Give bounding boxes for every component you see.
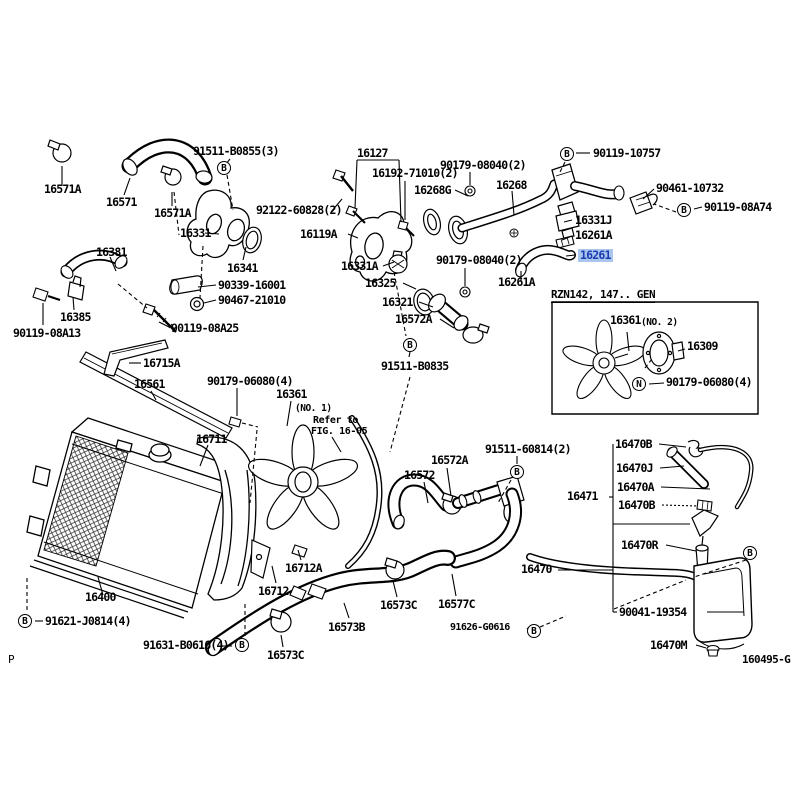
clamp-16571A-right xyxy=(161,166,181,185)
part-label-16571a-2: 16571A xyxy=(154,206,191,220)
part-label-90339-16001: 90339-16001 xyxy=(218,278,286,292)
part-label-16715a: 16715A xyxy=(143,356,180,370)
part-label-refer-to: Refer to xyxy=(313,415,358,426)
clamp-16470B-2 xyxy=(697,500,712,511)
plug-16470M xyxy=(707,646,719,657)
part-label-16573c-2: 16573C xyxy=(380,598,417,612)
part-label-16470: 16470 xyxy=(521,562,552,576)
part-label-90119-08a13: 90119-08A13 xyxy=(13,326,81,340)
callout-n-1: N xyxy=(632,377,646,391)
part-label-90041-19354: 90041-19354 xyxy=(619,605,687,619)
part-label-16381: 16381 xyxy=(96,245,127,259)
part-label-91511-b0835: 91511-B0835 xyxy=(381,359,449,373)
part-label-16470b-2: 16470B xyxy=(618,498,655,512)
part-label-16470b: 16470B xyxy=(615,437,652,451)
nut-90179-top xyxy=(465,186,475,196)
part-label-91631-b0616-4: 91631-B0616(4) xyxy=(143,638,229,652)
part-label-16325: 16325 xyxy=(365,276,396,290)
fan-16361-no1 xyxy=(245,425,360,535)
bracket-16712 xyxy=(251,540,270,578)
hose-top-right xyxy=(575,186,624,200)
part-label-16470a: 16470A xyxy=(617,480,654,494)
grommet-90467-21010 xyxy=(191,298,204,311)
part-label-16572: 16572 xyxy=(404,468,435,482)
part-label-90461-10732: 90461-10732 xyxy=(656,181,724,195)
sleeve-90339-16001 xyxy=(170,276,203,294)
bolt-90179-06080-left xyxy=(229,417,241,427)
part-label-16712a: 16712A xyxy=(285,561,322,575)
part-label-90179-06080-4-2: 90179-06080(4) xyxy=(207,374,293,388)
hose-16572 xyxy=(392,480,446,530)
part-label-91511-b0855-3: 91511-B0855(3) xyxy=(193,144,279,158)
part-label-90467-21010: 90467-21010 xyxy=(218,293,286,307)
part-label-91511-60814-2: 91511-60814(2) xyxy=(485,442,571,456)
callout-b-3: B xyxy=(677,203,691,217)
part-label-16400: 16400 xyxy=(85,590,116,604)
part-label-no-2: (NO. 2) xyxy=(641,317,678,328)
part-label-16341: 16341 xyxy=(227,261,258,275)
part-label-16471: 16471 xyxy=(567,489,598,503)
part-label-16561: 16561 xyxy=(134,377,165,391)
part-label-90119-10757: 90119-10757 xyxy=(593,146,661,160)
pipe-16470A xyxy=(700,447,751,507)
part-label-16119a: 16119A xyxy=(300,227,337,241)
part-label-16385: 16385 xyxy=(60,310,91,324)
part-label-16361: 16361 xyxy=(610,313,641,327)
callout-b-4: B xyxy=(403,338,417,352)
part-label-16331: 16331 xyxy=(180,226,211,240)
part-label-16331a: 16331A xyxy=(341,259,378,273)
part-label-90179-08040-2-2: 90179-08040(2) xyxy=(436,253,522,267)
part-label-16577c: 16577C xyxy=(438,597,475,611)
part-label-16261a: 16261A xyxy=(575,228,612,242)
part-label-16573c: 16573C xyxy=(267,648,304,662)
part-label-91626-g0616: 91626-G0616 xyxy=(450,622,510,633)
part-label-91621-j0814-4: 91621-J0814(4) xyxy=(45,614,131,628)
part-label-16127: 16127 xyxy=(357,146,388,160)
clamp-16571A-left xyxy=(48,140,71,162)
part-label-90119-08a25: 90119-08A25 xyxy=(171,321,239,335)
callout-b-8: B xyxy=(235,638,249,652)
part-label-16571a: 16571A xyxy=(44,182,81,196)
reservoir-tank-16470 xyxy=(694,558,752,649)
part-label-16268: 16268 xyxy=(496,178,527,192)
part-label-16331j: 16331J xyxy=(575,213,612,227)
stud-16127-lower xyxy=(346,206,365,223)
callout-b-9: B xyxy=(527,624,541,638)
callout-b-7: B xyxy=(18,614,32,628)
part-label-16572a: 16572A xyxy=(395,312,432,326)
clamp-16573C-left xyxy=(270,609,291,632)
part-label-16261a-2: 16261A xyxy=(498,275,535,289)
outlet-16331 xyxy=(187,190,249,257)
part-label-16470m: 16470M xyxy=(650,638,687,652)
callout-b-6: B xyxy=(743,546,757,560)
part-label-no-1: (NO. 1) xyxy=(295,403,332,414)
inset-title: RZN142, 147.. GEN xyxy=(551,288,656,301)
clamp-90461-10732 xyxy=(630,192,657,214)
part-label-16470r: 16470R xyxy=(621,538,658,552)
part-label-16321: 16321 xyxy=(382,295,413,309)
bolt-misc-514 xyxy=(510,229,518,237)
stud-92122 xyxy=(333,170,353,191)
part-label-16261[interactable]: 16261 xyxy=(580,248,611,262)
part-label-16573b: 16573B xyxy=(328,620,365,634)
callout-b-5: B xyxy=(510,465,524,479)
part-label-fig-16-05: FIG. 16-05 xyxy=(311,426,368,437)
part-label-16571: 16571 xyxy=(106,195,137,209)
clamp-16385 xyxy=(68,276,84,300)
part-label-16268g: 16268G xyxy=(414,183,451,197)
part-label-16309: 16309 xyxy=(687,339,718,353)
clamp-16573C-mid xyxy=(385,558,404,579)
joint-funnel xyxy=(692,510,718,545)
corner-mark: P xyxy=(8,653,15,666)
part-label-16572a-2: 16572A xyxy=(431,453,468,467)
nut-90179-mid xyxy=(460,287,470,297)
callout-b-2: B xyxy=(560,147,574,161)
part-label-90179-06080-4: 90179-06080(4) xyxy=(666,375,752,389)
drive-belt xyxy=(348,418,380,566)
part-label-16192-71010-2: 16192-71010(2) xyxy=(372,166,458,180)
part-label-16712: 16712 xyxy=(258,584,289,598)
bolt-90119-08A13 xyxy=(33,288,60,301)
figure-code: 160495-G xyxy=(742,653,791,666)
part-label-90119-08a74: 90119-08A74 xyxy=(704,200,772,214)
callout-b-1: B xyxy=(217,161,231,175)
clamp-16261A-right xyxy=(556,236,574,248)
part-label-16711: 16711 xyxy=(196,432,227,446)
metal-pipe xyxy=(458,488,505,508)
part-label-16470j: 16470J xyxy=(616,461,653,475)
part-label-90179-08040-2: 90179-08040(2) xyxy=(440,158,526,172)
part-label-92122-60828-2: 92122-60828(2) xyxy=(256,203,342,217)
part-label-16361-2: 16361 xyxy=(276,387,307,401)
